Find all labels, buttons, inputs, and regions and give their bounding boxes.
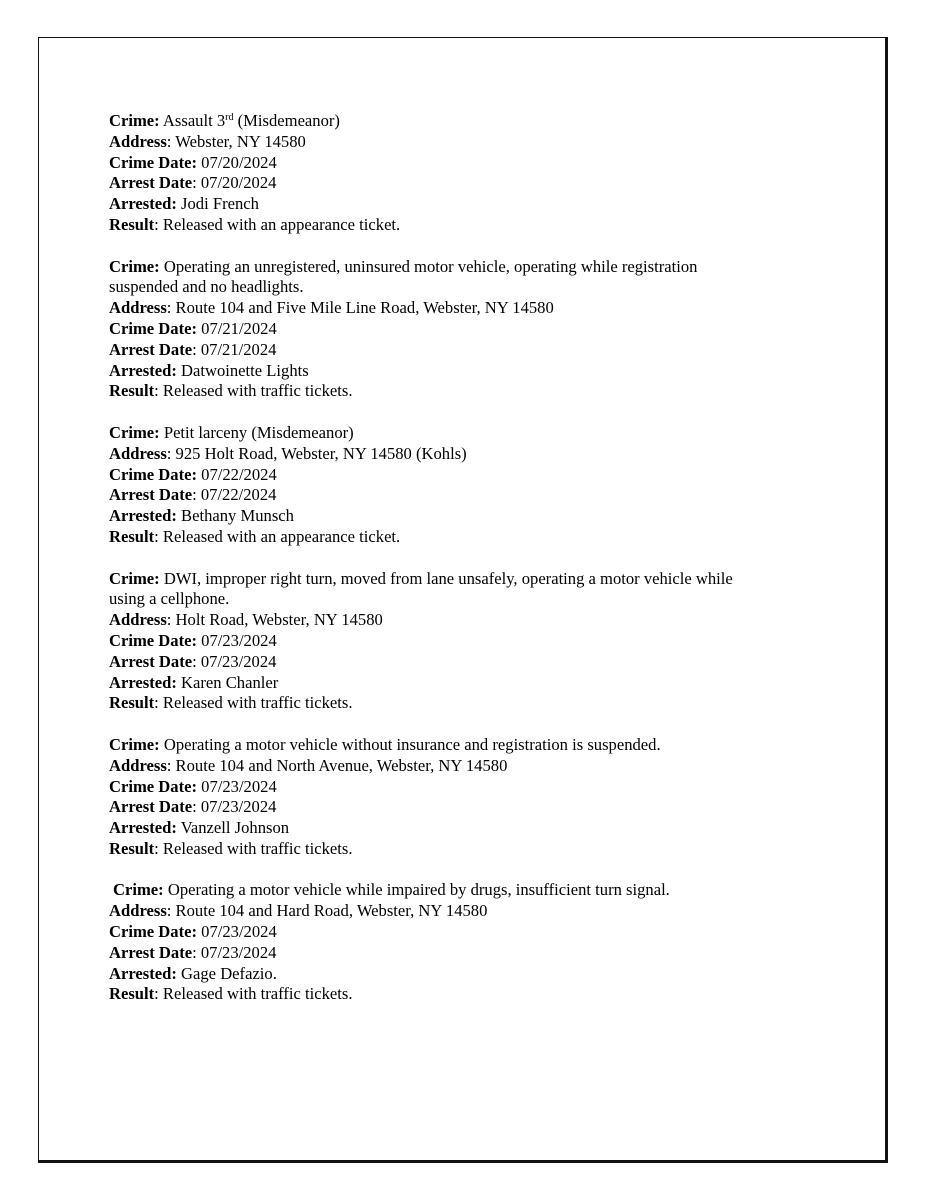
- arrested-line: [109, 673, 809, 694]
- crime-value-rest: (Misdemeanor): [233, 111, 340, 130]
- result-line: [109, 527, 809, 548]
- crime-label: Crime:: [109, 568, 160, 588]
- crime-line: [109, 423, 809, 444]
- arrest-date-label: Arrest Date: [109, 173, 193, 193]
- arrest-record: [109, 880, 809, 1005]
- crime-value: Operating a motor vehicle while impaired by drugs, insufficient turn signal.: [163, 880, 670, 900]
- arrested-line: [109, 506, 809, 527]
- crime-line: [109, 111, 809, 132]
- result-line: [109, 984, 809, 1005]
- arrest-date-value: : 07/22/2024: [192, 485, 277, 505]
- crime-value: DWI, improper right turn, moved from lane unsafely, operating a motor vehicle while: [159, 568, 733, 588]
- address-label: Address: [109, 901, 167, 921]
- address-line: [109, 444, 809, 465]
- arrested-label: Arrested:: [109, 672, 177, 692]
- result-value: : Released with traffic tickets.: [154, 381, 353, 401]
- crime-line: [109, 257, 809, 278]
- arrest-date-label: Arrest Date: [109, 485, 193, 505]
- address-value: : Route 104 and Five Mile Line Road, Webster, NY 14580: [166, 298, 554, 318]
- address-line: [109, 610, 809, 631]
- arrest-record: [109, 423, 809, 548]
- arrested-value: Vanzell Johnson: [176, 818, 290, 838]
- arrest-date-line: [109, 173, 809, 194]
- crime-date-label: Crime Date:: [109, 630, 197, 650]
- crime-date-value: 07/21/2024: [197, 318, 277, 338]
- address-line: [109, 901, 809, 922]
- crime-label: Crime:: [113, 880, 164, 900]
- arrested-line: [109, 818, 809, 839]
- crime-date-label: Crime Date:: [109, 152, 197, 172]
- address-label: Address: [109, 443, 167, 463]
- crime-date-line: [109, 319, 809, 340]
- crime-value: Operating an unregistered, uninsured motor vehicle, operating while registration: [159, 256, 698, 276]
- arrest-date-label: Arrest Date: [109, 942, 193, 962]
- arrest-record: [109, 735, 809, 860]
- arrested-value: Bethany Munsch: [176, 506, 294, 526]
- address-label: Address: [109, 610, 167, 630]
- crime-date-line: [109, 631, 809, 652]
- crime-label: Crime:: [109, 422, 160, 442]
- address-value: : 925 Holt Road, Webster, NY 14580 (Kohls): [166, 443, 467, 463]
- result-value: : Released with traffic tickets.: [154, 984, 353, 1004]
- address-value: : Holt Road, Webster, NY 14580: [166, 610, 383, 630]
- result-label: Result: [109, 381, 155, 401]
- address-label: Address: [109, 131, 167, 151]
- arrest-date-line: [109, 652, 809, 673]
- result-label: Result: [109, 838, 155, 858]
- result-line: [109, 381, 809, 402]
- address-value: : Route 104 and North Avenue, Webster, NY 14580: [166, 755, 508, 775]
- result-label: Result: [109, 984, 155, 1004]
- crime-date-line: [109, 465, 809, 486]
- result-line: [109, 839, 809, 860]
- crime-label: Crime:: [109, 111, 160, 130]
- crime-value: Operating a motor vehicle without insurance and registration is suspended.: [159, 734, 661, 754]
- arrest-date-line: [109, 485, 809, 506]
- arrest-date-label: Arrest Date: [109, 339, 193, 359]
- crime-value: Petit larceny (Misdemeanor): [159, 422, 354, 442]
- result-label: Result: [109, 526, 155, 546]
- arrested-value: Jodi French: [176, 194, 259, 214]
- arrested-value: Gage Defazio.: [176, 963, 277, 983]
- crime-line: [109, 880, 809, 901]
- address-label: Address: [109, 298, 167, 318]
- crime-date-line: [109, 777, 809, 798]
- crime-date-label: Crime Date:: [109, 922, 197, 942]
- crime-date-line: [109, 153, 809, 174]
- arrested-line: [109, 964, 809, 985]
- crime-date-value: 07/23/2024: [197, 922, 277, 942]
- arrested-value: Datwoinette Lights: [176, 360, 309, 380]
- result-line: [109, 215, 809, 236]
- crime-line-continued: suspended and no headlights.: [109, 277, 304, 297]
- crime-date-value: 07/20/2024: [197, 152, 277, 172]
- arrest-date-value: : 07/23/2024: [192, 797, 277, 817]
- arrest-date-line: [109, 797, 809, 818]
- arrested-label: Arrested:: [109, 963, 177, 983]
- arrest-date-value: : 07/23/2024: [192, 651, 277, 671]
- crime-date-label: Crime Date:: [109, 318, 197, 338]
- arrest-record: [109, 111, 809, 236]
- arrested-line: [109, 194, 809, 215]
- crime-date-value: 07/22/2024: [197, 464, 277, 484]
- arrest-date-value: : 07/20/2024: [192, 173, 277, 193]
- crime-date-value: 07/23/2024: [197, 630, 277, 650]
- arrest-record: [109, 569, 809, 715]
- crime-line: [109, 735, 809, 756]
- crime-line: [109, 569, 809, 590]
- crime-label: Crime:: [109, 734, 160, 754]
- arrested-value: Karen Chanler: [176, 672, 279, 692]
- arrest-record: [109, 257, 809, 403]
- crime-date-label: Crime Date:: [109, 776, 197, 796]
- address-value: : Route 104 and Hard Road, Webster, NY 14580: [166, 901, 488, 921]
- crime-date-label: Crime Date:: [109, 464, 197, 484]
- address-line: [109, 132, 809, 153]
- arrest-date-line: [109, 340, 809, 361]
- arrested-line: [109, 361, 809, 382]
- arrest-date-label: Arrest Date: [109, 651, 193, 671]
- crime-line-continued: using a cellphone.: [109, 589, 230, 609]
- result-value: : Released with an appearance ticket.: [154, 526, 401, 546]
- address-line: [109, 298, 809, 319]
- result-value: : Released with traffic tickets.: [154, 838, 353, 858]
- result-label: Result: [109, 693, 155, 713]
- arrest-date-label: Arrest Date: [109, 797, 193, 817]
- address-line: [109, 756, 809, 777]
- crime-superscript: rd: [225, 112, 234, 123]
- arrested-label: Arrested:: [109, 194, 177, 214]
- crime-date-value: 07/23/2024: [197, 776, 277, 796]
- arrested-label: Arrested:: [109, 818, 177, 838]
- address-value: : Webster, NY 14580: [166, 131, 306, 151]
- result-value: : Released with traffic tickets.: [154, 693, 353, 713]
- result-value: : Released with an appearance ticket.: [154, 214, 401, 234]
- arrest-date-line: [109, 943, 809, 964]
- arrest-date-value: : 07/23/2024: [192, 942, 277, 962]
- result-label: Result: [109, 214, 155, 234]
- arrested-label: Arrested:: [109, 506, 177, 526]
- arrest-log: [109, 111, 809, 1026]
- result-line: [109, 693, 809, 714]
- crime-label: Crime:: [109, 256, 160, 276]
- arrest-date-value: : 07/21/2024: [192, 339, 277, 359]
- address-label: Address: [109, 755, 167, 775]
- crime-value: Assault 3: [162, 111, 226, 130]
- arrested-label: Arrested:: [109, 360, 177, 380]
- crime-date-line: [109, 922, 809, 943]
